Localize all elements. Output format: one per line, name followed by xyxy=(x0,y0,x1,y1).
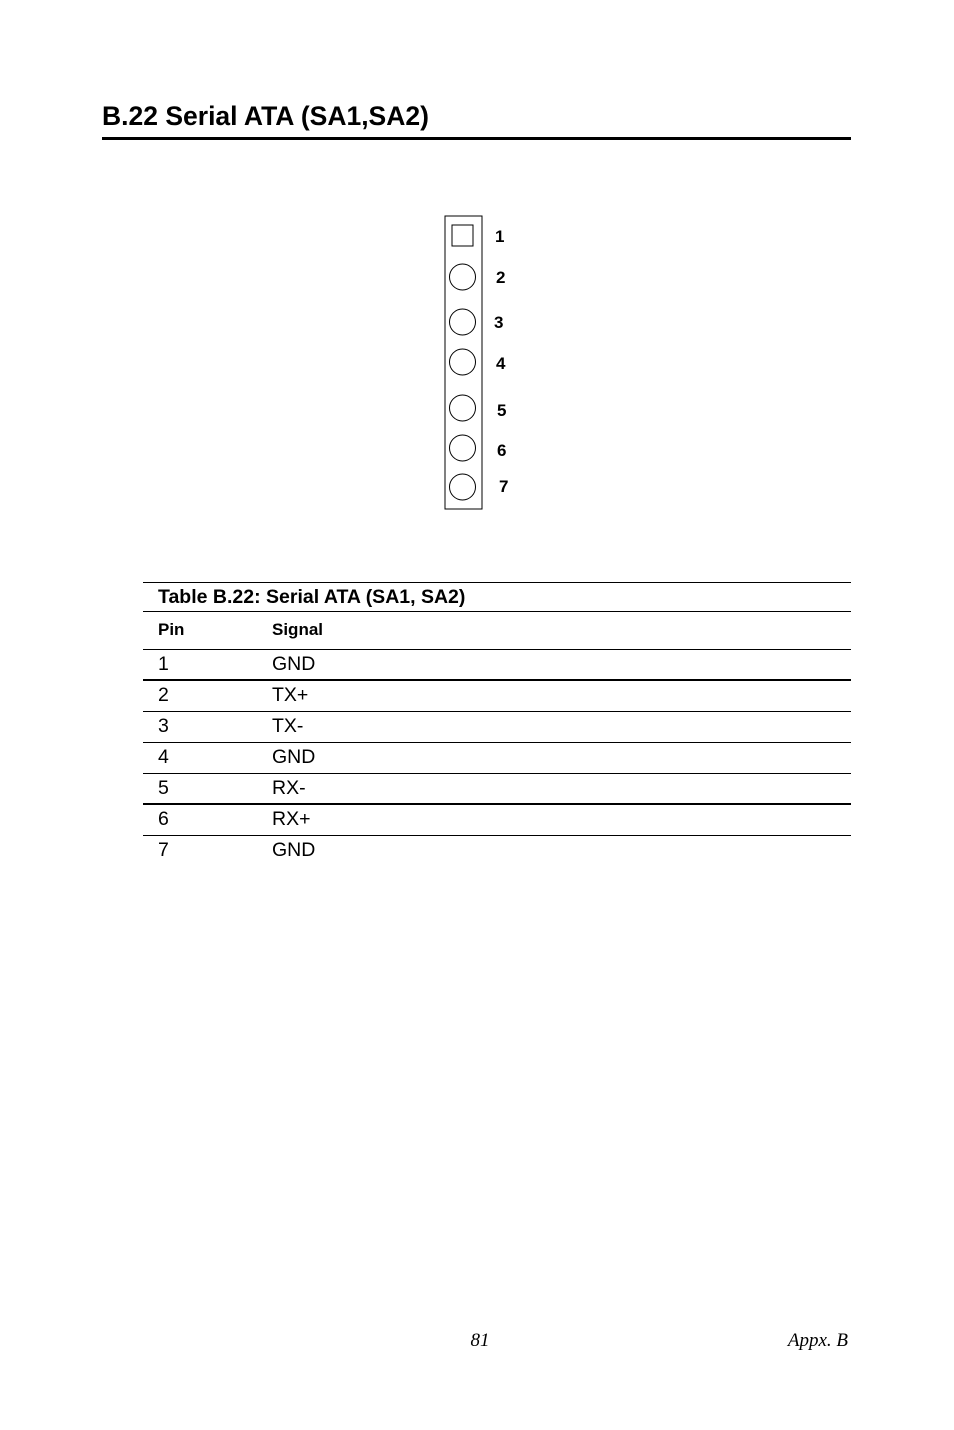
pin-3-circle xyxy=(450,309,476,335)
header-signal: Signal xyxy=(272,620,324,639)
table-row xyxy=(143,650,851,681)
connector-outline xyxy=(445,216,482,509)
cell-pin: 3 xyxy=(158,715,169,737)
pin-5-circle xyxy=(450,395,476,421)
cell-pin: 4 xyxy=(158,746,169,768)
cell-signal: RX- xyxy=(272,777,306,799)
pin-7-label: 7 xyxy=(499,477,509,496)
cell-signal: TX+ xyxy=(272,684,309,706)
section-title: B.22 Serial ATA (SA1,SA2) xyxy=(102,101,429,131)
cell-signal: RX+ xyxy=(272,808,311,830)
cell-signal: GND xyxy=(272,839,316,861)
pin-4-circle xyxy=(450,349,476,375)
pin-1-label: 1 xyxy=(495,227,505,246)
header-pin: Pin xyxy=(158,620,185,639)
pin-3-label: 3 xyxy=(494,313,504,332)
table-header-row xyxy=(143,612,851,650)
title-underline xyxy=(102,137,851,140)
pin-7-circle xyxy=(450,474,476,500)
table-row xyxy=(143,681,851,712)
pin-6-circle xyxy=(450,435,476,461)
sata-connector-diagram xyxy=(420,210,540,520)
cell-pin: 1 xyxy=(158,653,169,675)
table-row xyxy=(143,805,851,836)
cell-pin: 2 xyxy=(158,684,169,706)
table-row xyxy=(143,712,851,743)
pin-4-label: 4 xyxy=(496,354,506,373)
cell-signal: GND xyxy=(272,746,316,768)
pin-5-label: 5 xyxy=(497,401,507,420)
pin-2-circle xyxy=(450,264,476,290)
table-row xyxy=(143,774,851,805)
pin-6-label: 6 xyxy=(497,441,507,460)
cell-pin: 5 xyxy=(158,777,169,799)
pin-2-label: 2 xyxy=(496,268,506,287)
cell-signal: TX- xyxy=(272,715,304,737)
page-number: 81 xyxy=(470,1330,490,1351)
table-caption: Table B.22: Serial ATA (SA1, SA2) xyxy=(143,582,851,612)
cell-pin: 7 xyxy=(158,839,169,861)
cell-pin: 6 xyxy=(158,808,169,830)
table-row xyxy=(143,836,851,867)
pin-assignment-table xyxy=(143,582,851,867)
pin-1-square xyxy=(452,225,473,246)
cell-signal: GND xyxy=(272,653,316,675)
table-row xyxy=(143,743,851,774)
footer-section-label: Appx. B xyxy=(787,1330,848,1351)
